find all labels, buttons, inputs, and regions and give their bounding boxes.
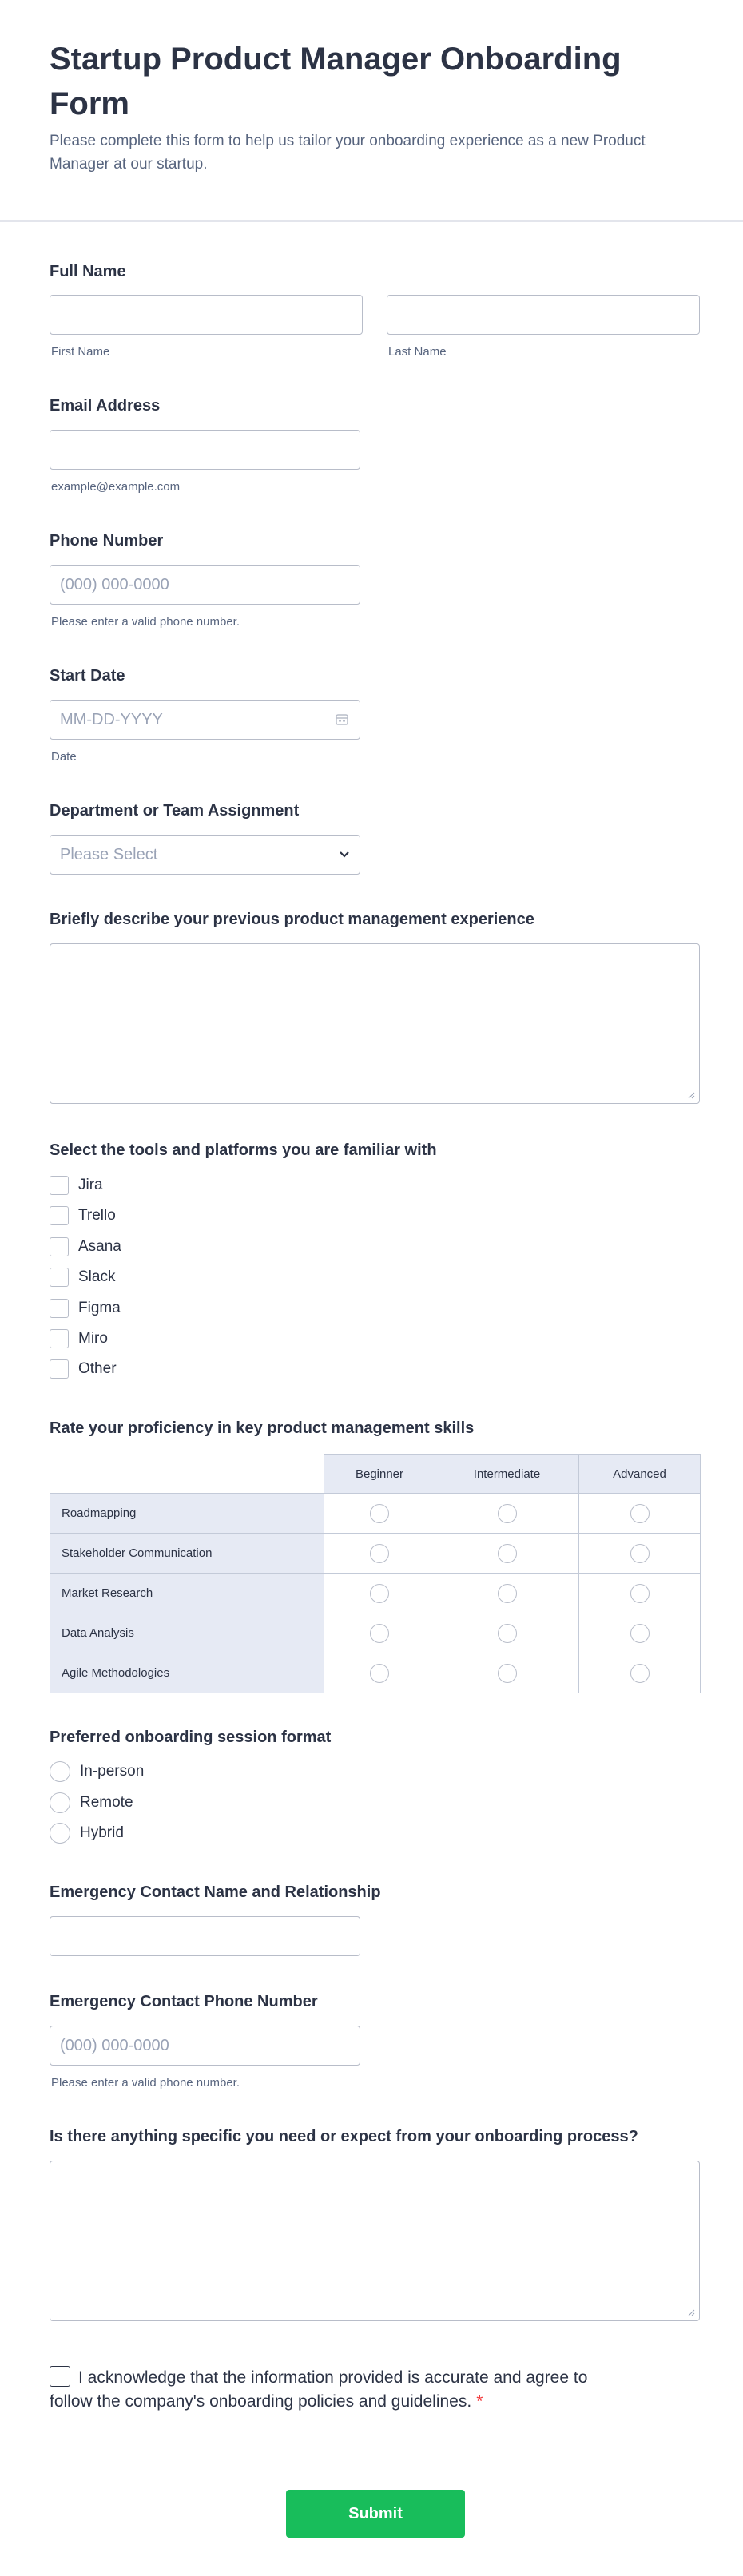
matrix-radio[interactable] (370, 1544, 389, 1563)
tool-option[interactable] (50, 1174, 103, 1197)
matrix-radio[interactable] (498, 1544, 517, 1563)
phone-input[interactable] (50, 565, 360, 605)
matrix-column-header: Advanced (579, 1455, 701, 1494)
calendar-icon[interactable] (335, 712, 349, 727)
start-date-sublabel: Date (51, 750, 77, 764)
tool-option-label: Figma (78, 1300, 121, 1316)
matrix-row (50, 1574, 701, 1613)
email-label: Email Address (50, 397, 161, 415)
tool-option-label: Trello (78, 1207, 116, 1224)
matrix-corner (50, 1455, 324, 1494)
matrix-radio[interactable] (370, 1664, 389, 1683)
acknowledgement-text: I acknowledge that the information provided is accurate and agree to follow the company's onboarding policies and guidelines. (50, 2368, 588, 2411)
start-date-label: Start Date (50, 667, 125, 685)
tool-option[interactable] (50, 1266, 115, 1288)
matrix-radio[interactable] (630, 1544, 650, 1563)
resize-handle-icon[interactable] (687, 1091, 695, 1099)
matrix-row (50, 1613, 701, 1653)
checkbox[interactable] (50, 1268, 69, 1287)
radio[interactable] (50, 1792, 70, 1813)
matrix-column-header: Beginner (324, 1455, 435, 1494)
tool-option[interactable] (50, 1328, 108, 1350)
matrix-row-label: Data Analysis (50, 1613, 324, 1653)
matrix-row-label: Stakeholder Communication (50, 1534, 324, 1574)
expectations-textarea[interactable] (50, 2161, 700, 2321)
emergency-phone-sublabel: Please enter a valid phone number. (51, 2076, 240, 2090)
emergency-phone-input[interactable] (50, 2026, 360, 2066)
radio[interactable] (50, 1823, 70, 1844)
last-name-input[interactable] (387, 295, 700, 335)
header-divider (0, 220, 743, 222)
tool-option-label: Jira (78, 1177, 103, 1193)
checkbox[interactable] (50, 1329, 69, 1348)
acknowledgement (50, 2366, 633, 2414)
department-label: Department or Team Assignment (50, 802, 300, 820)
tool-option-label: Slack (78, 1268, 116, 1285)
required-mark: * (476, 2392, 483, 2411)
acknowledgement-checkbox[interactable] (50, 2366, 70, 2387)
resize-handle-icon[interactable] (687, 2308, 695, 2316)
submit-button[interactable]: Submit (286, 2490, 465, 2538)
chevron-down-icon (339, 851, 350, 859)
tool-option-label: Miro (78, 1330, 108, 1347)
tool-option[interactable] (50, 1236, 121, 1258)
phone-label: Phone Number (50, 532, 164, 550)
email-input[interactable] (50, 430, 360, 470)
matrix-row-label: Agile Methodologies (50, 1653, 324, 1693)
session-option-label: In-person (80, 1763, 145, 1780)
tools-label: Select the tools and platforms you are familiar with (50, 1141, 437, 1159)
department-select[interactable] (50, 835, 360, 875)
checkbox[interactable] (50, 1359, 69, 1379)
expectations-label: Is there anything specific you need or expect from your onboarding process? (50, 2128, 638, 2145)
experience-textarea[interactable] (50, 943, 700, 1104)
session-option[interactable] (50, 1760, 144, 1783)
phone-sublabel: Please enter a valid phone number. (51, 615, 240, 629)
matrix-radio[interactable] (630, 1584, 650, 1603)
emergency-name-input[interactable] (50, 1916, 360, 1956)
checkbox[interactable] (50, 1206, 69, 1225)
last-name-sublabel: Last Name (388, 345, 447, 359)
radio[interactable] (50, 1761, 70, 1782)
form-header (50, 37, 689, 176)
first-name-input[interactable] (50, 295, 363, 335)
matrix-radio[interactable] (630, 1664, 650, 1683)
session-option[interactable] (50, 1822, 124, 1844)
tool-option[interactable] (50, 1358, 117, 1380)
start-date-input[interactable] (50, 700, 360, 740)
session-format-label: Preferred onboarding session format (50, 1729, 332, 1746)
matrix-radio[interactable] (498, 1624, 517, 1643)
matrix-row-label: Market Research (50, 1574, 324, 1613)
matrix-row (50, 1653, 701, 1693)
first-name-sublabel: First Name (51, 345, 110, 359)
tool-option[interactable] (50, 1205, 116, 1227)
skills-matrix (50, 1454, 701, 1693)
checkbox[interactable] (50, 1237, 69, 1256)
session-option-label: Remote (80, 1794, 133, 1811)
emergency-phone-label: Emergency Contact Phone Number (50, 1993, 318, 2010)
matrix-row (50, 1534, 701, 1574)
checkbox[interactable] (50, 1299, 69, 1318)
full-name-label: Full Name (50, 263, 126, 280)
matrix-radio[interactable] (498, 1664, 517, 1683)
form-subtitle: Please complete this form to help us tailor your onboarding experience as a new Product Manager at our startup. (50, 133, 646, 173)
skills-label: Rate your proficiency in key product management skills (50, 1419, 475, 1437)
matrix-row-label: Roadmapping (50, 1494, 324, 1534)
matrix-radio[interactable] (630, 1624, 650, 1643)
email-sublabel: example@example.com (51, 480, 181, 494)
session-option[interactable] (50, 1792, 133, 1814)
form-title: Startup Product Manager Onboarding Form (50, 42, 622, 121)
tool-option[interactable] (50, 1297, 121, 1320)
experience-label: Briefly describe your previous product management experience (50, 911, 534, 928)
department-select-placeholder: Please Select (60, 845, 158, 863)
matrix-radio[interactable] (370, 1584, 389, 1603)
tool-option-label: Other (78, 1360, 117, 1377)
matrix-radio[interactable] (630, 1504, 650, 1523)
matrix-column-header: Intermediate (435, 1455, 579, 1494)
matrix-radio[interactable] (498, 1504, 517, 1523)
session-option-label: Hybrid (80, 1824, 124, 1841)
tool-option-label: Asana (78, 1238, 121, 1255)
emergency-name-label: Emergency Contact Name and Relationship (50, 1883, 381, 1901)
checkbox[interactable] (50, 1176, 69, 1195)
matrix-row (50, 1494, 701, 1534)
matrix-radio[interactable] (498, 1584, 517, 1603)
matrix-radio[interactable] (370, 1504, 389, 1523)
matrix-radio[interactable] (370, 1624, 389, 1643)
